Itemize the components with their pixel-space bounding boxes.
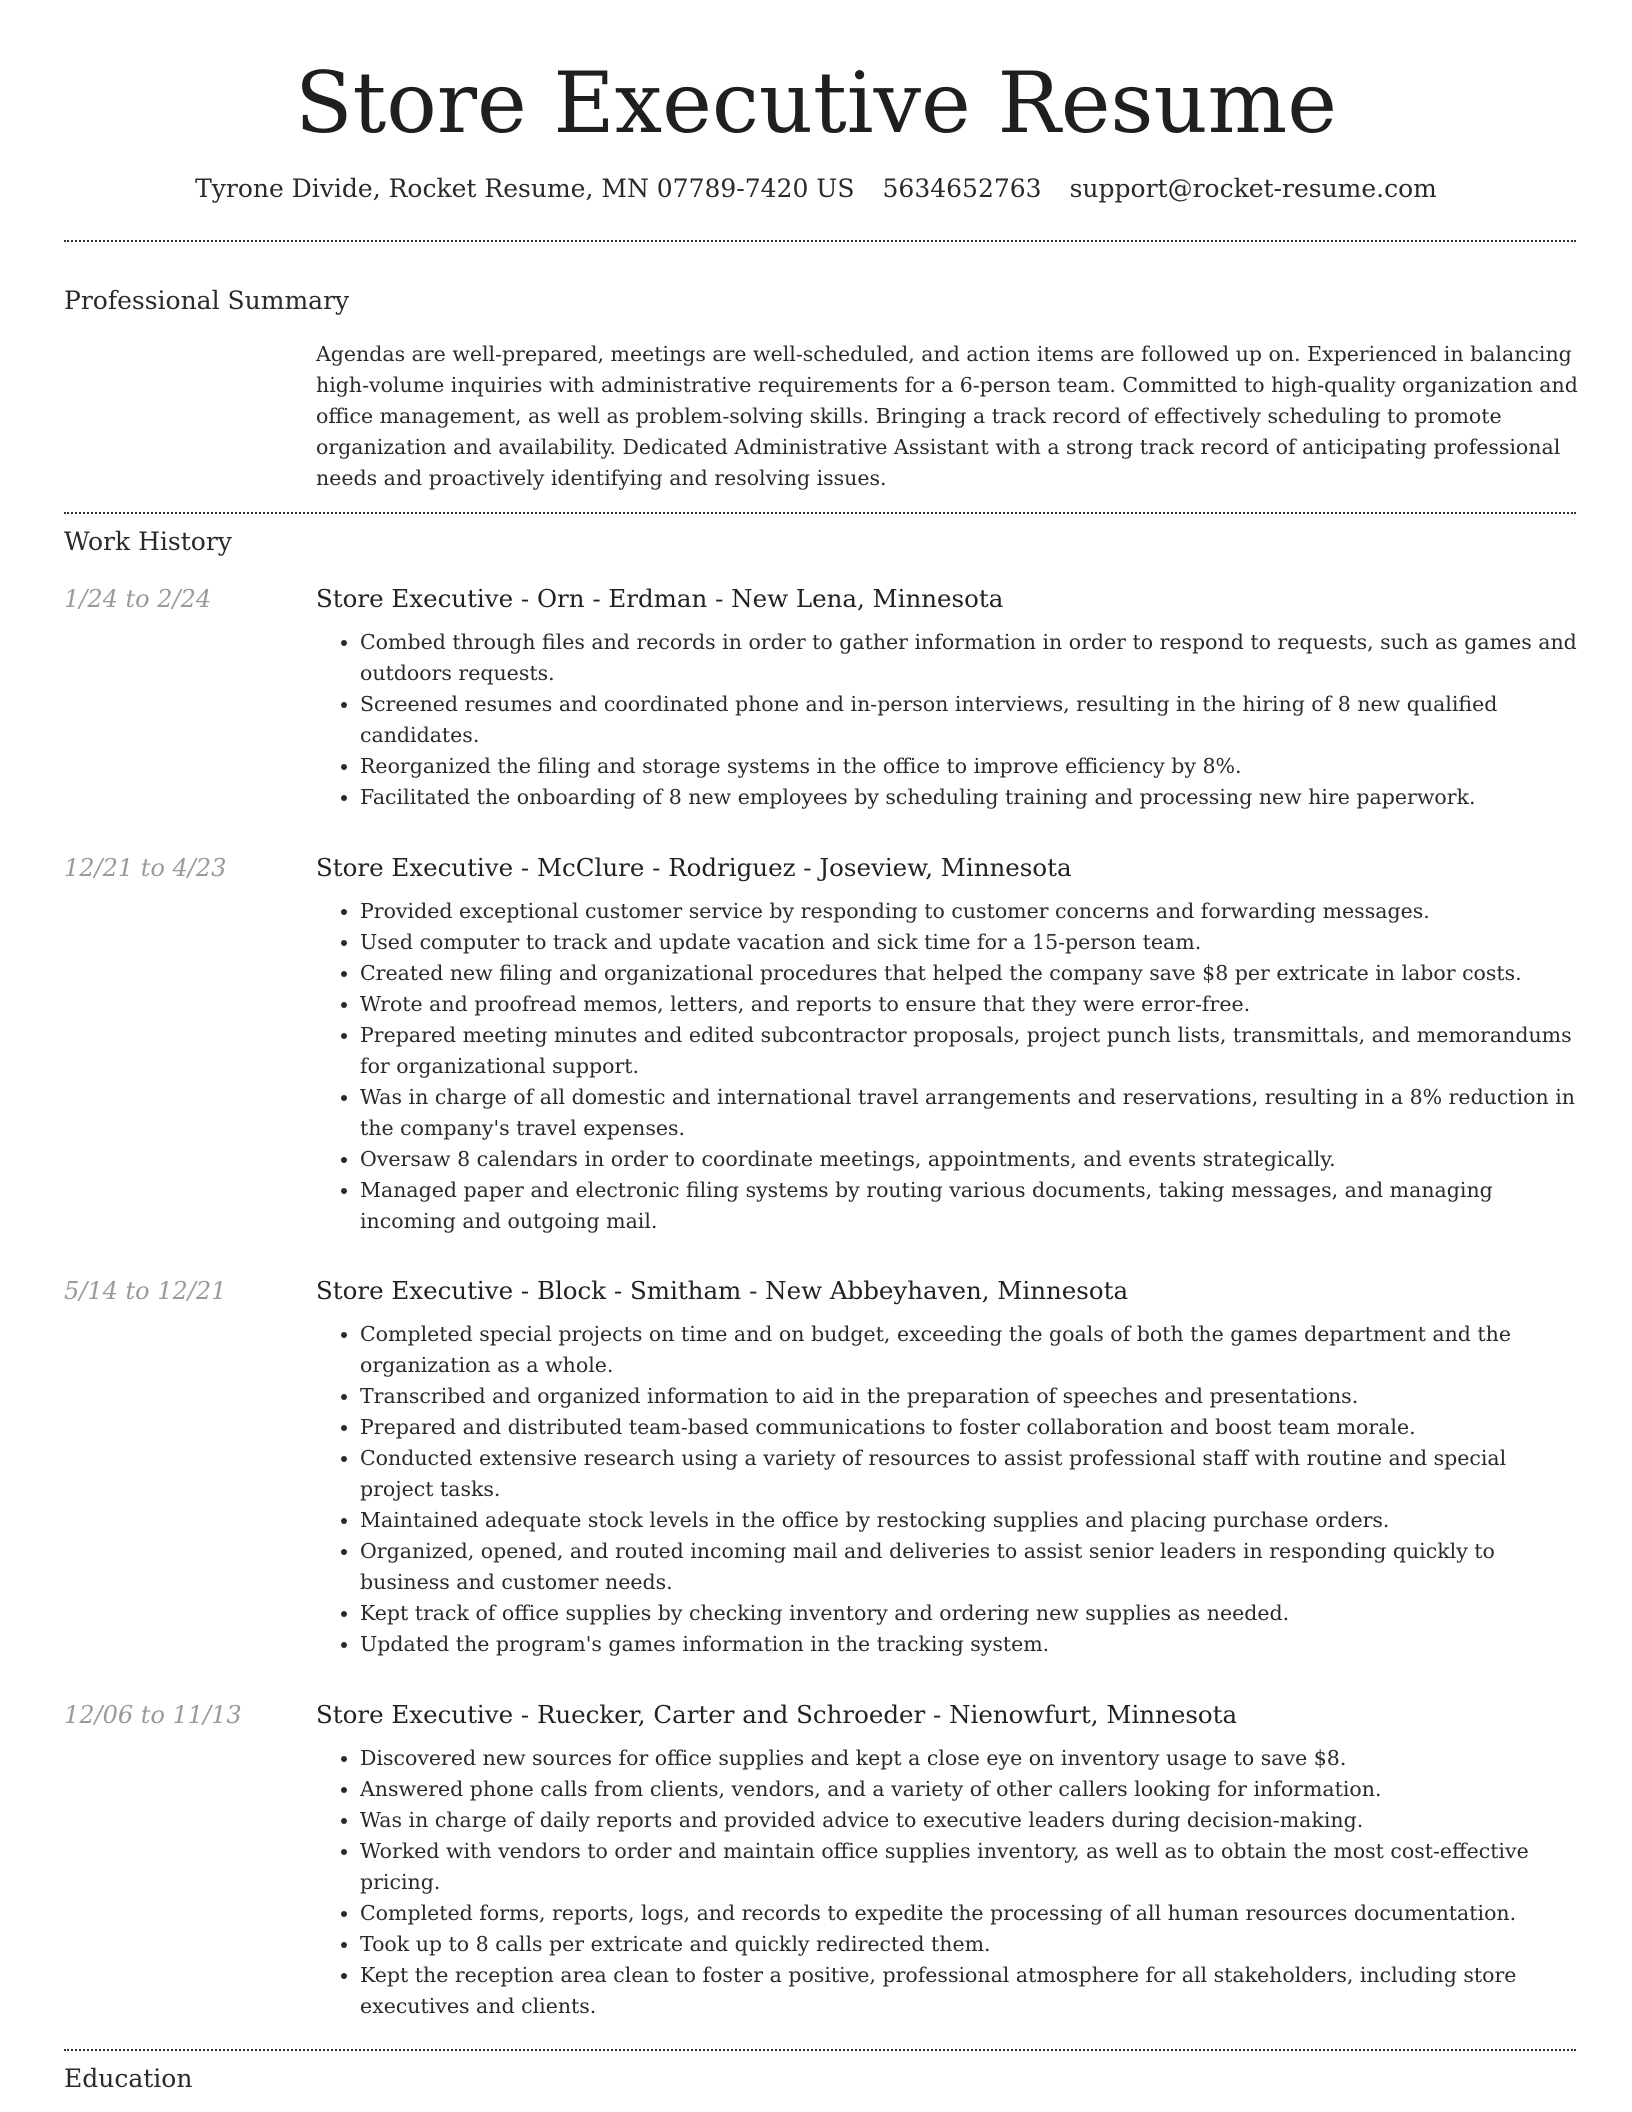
job-bullet-list: [316, 896, 1578, 1237]
job-bullet: • Wrote and proofread memos, letters, and reports to ensure that they were error-free.: [360, 989, 1578, 1020]
divider-summary: [64, 512, 1576, 514]
job-title: Store Executive - McClure - Rodriguez - Joseview, Minnesota: [316, 853, 1072, 882]
job-bullet: • Managed paper and electronic filing systems by routing various documents, taking messages, and managing incoming and outgoing mail.: [360, 1175, 1578, 1237]
job-bullet-list: [316, 1743, 1578, 2022]
contact-phone: 5634652763: [882, 174, 1042, 203]
job-bullet: • Prepared and distributed team-based communications to foster collaboration and boost team morale.: [360, 1412, 1578, 1443]
job-bullet: • Prepared meeting minutes and edited subcontractor proposals, project punch lists, transmittals, and memorandums for organizational support.: [360, 1020, 1578, 1082]
job-bullet: • Combed through files and records in order to gather information in order to respond to requests, such as games and outdoors requests.: [360, 627, 1578, 689]
job-bullet: • Was in charge of all domestic and international travel arrangements and reservations, resulting in a 8% reduction in the company's travel expenses.: [360, 1082, 1578, 1144]
job-bullet: • Answered phone calls from clients, vendors, and a variety of other callers looking for information.: [360, 1774, 1578, 1805]
job-dates: 12/21 to 4/23: [64, 854, 227, 882]
job-bullet: • Provided exceptional customer service by responding to customer concerns and forwarding messages.: [360, 896, 1578, 927]
job-dates: 1/24 to 2/24: [64, 585, 212, 613]
job-bullet: • Took up to 8 calls per extricate and quickly redirected them.: [360, 1929, 1578, 1960]
summary-text: Agendas are well-prepared, meetings are well-scheduled, and action items are followed up on. Experienced in balancing high-volume inquiries with administrative requirements for a 6-person team. Committed to high-quality organization and office management, as well as problem-solving skills. Bringing a track record of effectively scheduling to promote organization and availability. Dedicated Administrative Assistant with a strong track record of anticipating professional needs and proactively identifying and resolving issues.: [316, 342, 1578, 490]
job-bullet: • Screened resumes and coordinated phone and in-person interviews, resulting in the hiring of 8 new qualified candidates.: [360, 689, 1578, 751]
job-bullet-list: [316, 627, 1578, 813]
contact-email: support@rocket-resume.com: [1069, 174, 1437, 203]
job-bullet: • Oversaw 8 calendars in order to coordinate meetings, appointments, and events strategically.: [360, 1144, 1578, 1175]
job-bullet: • Completed forms, reports, logs, and records to expedite the processing of all human resources documentation.: [360, 1898, 1578, 1929]
contact-line: [0, 169, 1632, 209]
job-bullet: • Kept track of office supplies by checking inventory and ordering new supplies as needed.: [360, 1598, 1578, 1629]
job-bullet: • Created new filing and organizational procedures that helped the company save $8 per extricate in labor costs.: [360, 958, 1578, 989]
job-bullet: • Completed special projects on time and on budget, exceeding the goals of both the games department and the organization as a whole.: [360, 1319, 1578, 1381]
job-bullet: • Used computer to track and update vacation and sick time for a 15-person team.: [360, 927, 1578, 958]
work-history-heading: Work History: [64, 527, 232, 556]
job-bullet: • Reorganized the filing and storage systems in the office to improve efficiency by 8%.: [360, 751, 1578, 782]
job-dates: 5/14 to 12/21: [64, 1277, 227, 1305]
job-bullet: • Worked with vendors to order and maintain office supplies inventory, as well as to obtain the most cost-effective pricing.: [360, 1836, 1578, 1898]
job-bullet: • Was in charge of daily reports and provided advice to executive leaders during decision-making.: [360, 1805, 1578, 1836]
summary-heading: Professional Summary: [64, 286, 350, 315]
job-bullet: • Discovered new sources for office supplies and kept a close eye on inventory usage to save $8.: [360, 1743, 1578, 1774]
job-bullet: • Facilitated the onboarding of 8 new employees by scheduling training and processing new hire paperwork.: [360, 782, 1578, 813]
job-title: Store Executive - Ruecker, Carter and Schroeder - Nienowfurt, Minnesota: [316, 1700, 1238, 1729]
education-heading: Education: [64, 2064, 193, 2093]
job-bullet-list: [316, 1319, 1578, 1660]
job-bullet: • Organized, opened, and routed incoming mail and deliveries to assist senior leaders in responding quickly to business and customer needs.: [360, 1536, 1578, 1598]
contact-address: Tyrone Divide, Rocket Resume, MN 07789-7420 US: [195, 174, 855, 203]
page-title: Store Executive Resume: [294, 54, 1337, 152]
job-bullet: • Updated the program's games information in the tracking system.: [360, 1629, 1578, 1660]
job-bullet: • Maintained adequate stock levels in the office by restocking supplies and placing purchase orders.: [360, 1505, 1578, 1536]
job-bullet: • Transcribed and organized information to aid in the preparation of speeches and presentations.: [360, 1381, 1578, 1412]
job-dates: 12/06 to 11/13: [64, 1701, 242, 1729]
job-title: Store Executive - Orn - Erdman - New Lena, Minnesota: [316, 584, 1004, 613]
job-bullet: • Kept the reception area clean to foster a positive, professional atmosphere for all stakeholders, including store executives and clients.: [360, 1960, 1578, 2022]
divider-work: [64, 2049, 1576, 2051]
divider-top: [64, 240, 1576, 242]
job-title: Store Executive - Block - Smitham - New Abbeyhaven, Minnesota: [316, 1276, 1129, 1305]
job-bullet: • Conducted extensive research using a variety of resources to assist professional staff with routine and special project tasks.: [360, 1443, 1578, 1505]
